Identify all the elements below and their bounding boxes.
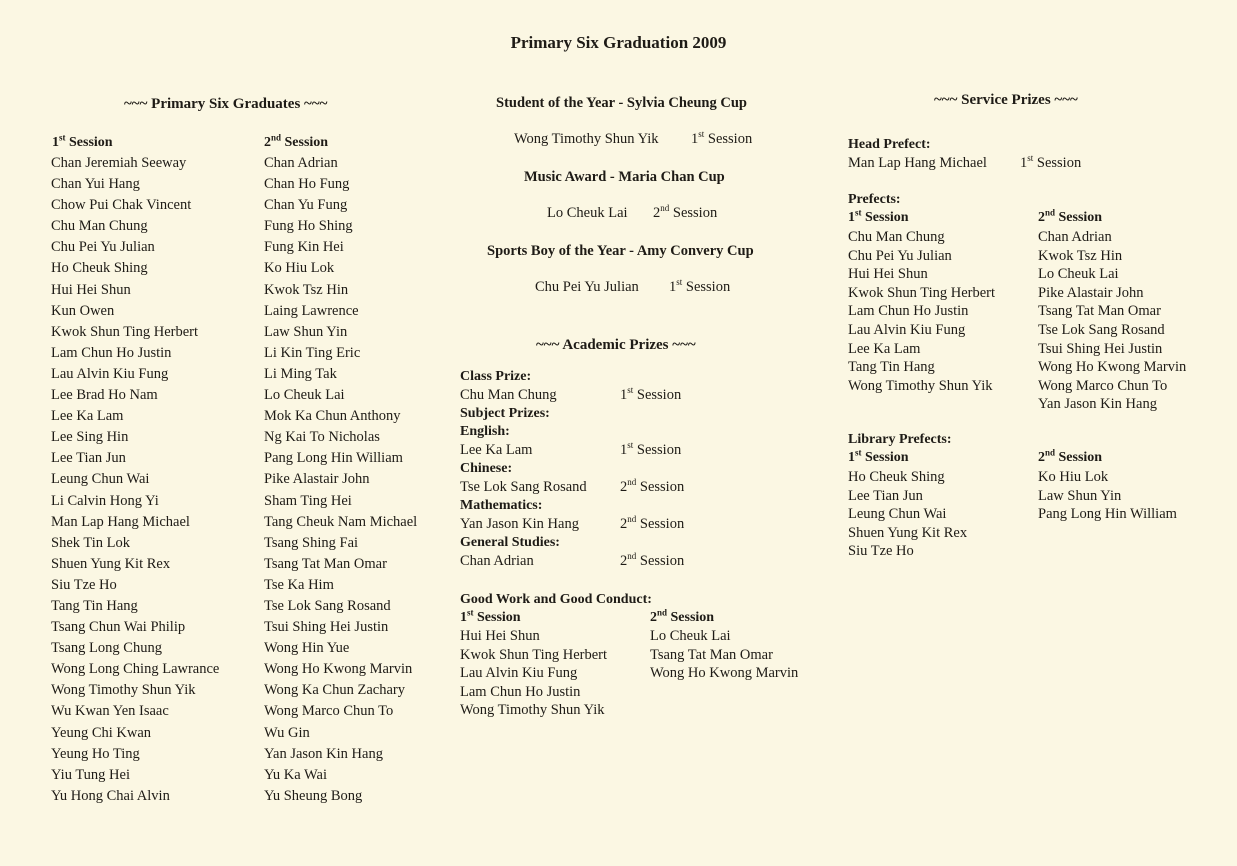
list-item: Yu Sheung Bong (264, 787, 363, 804)
list-item: Wong Timothy Shun Yik (460, 702, 605, 719)
list-item: Sham Ting Hei (264, 492, 352, 509)
list-item: Yeung Ho Ting (51, 745, 140, 762)
list-item: Yiu Tung Hei (51, 766, 130, 783)
list-item: Yu Ka Wai (264, 766, 327, 783)
list-item: Li Kin Ting Eric (264, 344, 361, 361)
class-prize-label: Class Prize: (460, 369, 532, 384)
list-item: Lau Alvin Kiu Fung (51, 365, 169, 382)
list-item: Wong Ka Chun Zachary (264, 682, 405, 699)
list-item: Kwok Shun Ting Herbert (848, 284, 996, 301)
general-studies-session: 2nd Session (620, 551, 685, 569)
prefects-session1-label: 1st Session (848, 207, 909, 225)
list-item: Laing Lawrence (264, 302, 359, 319)
list-item: Lam Chun Ho Justin (848, 303, 969, 320)
list-item: Pike Alastair John (264, 471, 370, 488)
list-item: Li Ming Tak (264, 365, 337, 382)
list-item: Wu Kwan Yen Isaac (51, 703, 169, 720)
list-item: Tsang Chun Wai Philip (51, 619, 186, 636)
list-item: Lee Tian Jun (51, 450, 126, 467)
list-item: Tsang Tat Man Omar (264, 555, 387, 572)
general-studies-label: General Studies: (460, 535, 560, 550)
library-session1-list (848, 468, 967, 561)
list-item: Shek Tin Lok (51, 534, 130, 551)
list-item: Wong Long Ching Lawrance (51, 661, 220, 678)
list-item: Chan Ho Fung (264, 176, 350, 193)
list-item: Ko Hiu Lok (1038, 469, 1109, 485)
list-item: Ng Kai To Nicholas (264, 429, 380, 446)
list-item: Lau Alvin Kiu Fung (460, 665, 578, 682)
list-item: Wong Marco Chun To (264, 703, 394, 720)
list-item: Yu Hong Chai Alvin (51, 787, 170, 804)
list-item: Leung Chun Wai (848, 506, 947, 523)
sports-award-session: 1st Session (669, 277, 731, 295)
list-item: Kwok Tsz Hin (1038, 247, 1123, 264)
mathematics-session: 2nd Session (620, 514, 685, 532)
music-award-heading: Music Award - Maria Chan Cup (524, 169, 725, 185)
list-item: Wong Ho Kwong Marvin (1038, 359, 1187, 376)
list-item: Tse Lok Sang Rosand (1038, 321, 1165, 338)
list-item: Chan Jeremiah Seeway (51, 155, 187, 171)
list-item: Ho Cheuk Shing (848, 469, 945, 485)
list-item: Lee Sing Hin (51, 429, 129, 446)
list-item: Yeung Chi Kwan (51, 724, 152, 741)
prefects-session2-label: 2nd Session (1038, 207, 1103, 225)
library-session1-label: 1st Session (848, 447, 909, 465)
graduates-session2-label: 2nd Session (264, 132, 329, 150)
student-of-year-session: 1st Session (691, 129, 753, 147)
list-item: Tang Tin Hang (51, 597, 138, 614)
list-item: Tsang Tat Man Omar (1038, 303, 1161, 320)
student-of-year-name: Wong Timothy Shun Yik (514, 131, 659, 147)
list-item: Tsang Long Chung (51, 640, 162, 657)
list-item: Chan Yu Fung (264, 197, 348, 214)
sports-award-heading: Sports Boy of the Year - Amy Convery Cup (487, 243, 754, 259)
list-item: Pang Long Hin William (264, 450, 403, 467)
list-item: Wong Ho Kwong Marvin (650, 665, 799, 682)
prefects-session2-list (1038, 228, 1186, 414)
list-item: Lo Cheuk Lai (264, 387, 345, 404)
list-item: Ko Hiu Lok (264, 260, 335, 277)
list-item: Tsui Shing Hei Justin (1038, 340, 1163, 357)
head-prefect-session: 1st Session (1020, 153, 1082, 171)
graduates-session1-label: 1st Session (52, 132, 113, 150)
list-item: Tse Ka Him (264, 576, 334, 593)
list-item: Leung Chun Wai (51, 471, 150, 488)
list-item: Shuen Yung Kit Rex (848, 524, 968, 541)
library-session2-list (1038, 468, 1177, 524)
list-item: Ho Cheuk Shing (51, 260, 148, 277)
english-label: English: (460, 424, 510, 439)
list-item: Chan Yui Hang (51, 176, 140, 193)
good-work-label: Good Work and Good Conduct: (460, 592, 652, 607)
list-item: Wong Timothy Shun Yik (51, 682, 196, 699)
list-item: Lo Cheuk Lai (650, 628, 731, 644)
good-work-session2-label: 2nd Session (650, 607, 715, 625)
list-item: Wong Hin Yue (264, 640, 350, 657)
list-item: Man Lap Hang Michael (51, 513, 190, 530)
list-item: Hui Hei Shun (460, 628, 540, 644)
music-award-name: Lo Cheuk Lai (547, 205, 628, 221)
list-item: Pang Long Hin William (1038, 506, 1177, 523)
list-item: Kwok Shun Ting Herbert (51, 323, 199, 340)
sports-award-name: Chu Pei Yu Julian (535, 279, 639, 295)
list-item: Tsang Tat Man Omar (650, 646, 773, 663)
list-item: Law Shun Yin (264, 323, 348, 340)
list-item: Lee Ka Lam (51, 408, 124, 425)
list-item: Lee Ka Lam (848, 340, 921, 357)
list-item: Wong Marco Chun To (1038, 377, 1168, 394)
list-item: Siu Tze Ho (51, 576, 117, 593)
chinese-name: Tse Lok Sang Rosand (460, 479, 587, 495)
list-item: Chu Man Chung (51, 218, 148, 235)
chinese-label: Chinese: (460, 461, 513, 476)
list-item: Chow Pui Chak Vincent (51, 197, 192, 214)
english-name: Lee Ka Lam (460, 442, 533, 458)
list-item: Lo Cheuk Lai (1038, 266, 1119, 283)
list-item: Hui Hei Shun (51, 281, 131, 298)
page-title: Primary Six Graduation 2009 (510, 33, 727, 52)
english-session: 1st Session (620, 440, 682, 458)
class-prize-session: 1st Session (620, 385, 682, 403)
list-item: Kwok Shun Ting Herbert (460, 646, 608, 663)
list-item: Tsui Shing Hei Justin (264, 619, 389, 636)
list-item: Li Calvin Hong Yi (51, 492, 159, 509)
good-work-session1-list (460, 627, 607, 720)
list-item: Chu Man Chung (848, 229, 945, 245)
graduates-heading: ~~~ Primary Six Graduates ~~~ (124, 96, 328, 112)
academic-heading: ~~~ Academic Prizes ~~~ (536, 337, 696, 353)
mathematics-label: Mathematics: (460, 498, 543, 513)
list-item: Lam Chun Ho Justin (51, 344, 172, 361)
list-item: Tang Cheuk Nam Michael (264, 513, 418, 530)
good-work-session1-label: 1st Session (460, 607, 521, 625)
list-item: Law Shun Yin (1038, 487, 1122, 504)
list-item: Yan Jason Kin Hang (264, 745, 383, 762)
list-item: Kun Owen (51, 302, 115, 319)
list-item: Siu Tze Ho (848, 543, 914, 560)
list-item: Wong Ho Kwong Marvin (264, 661, 413, 678)
list-item: Chu Pei Yu Julian (51, 239, 155, 256)
graduates-session2-list (264, 153, 417, 807)
list-item: Wu Gin (264, 724, 310, 741)
list-item: Yan Jason Kin Hang (1038, 396, 1157, 413)
list-item: Lee Brad Ho Nam (51, 387, 158, 404)
service-heading: ~~~ Service Prizes ~~~ (934, 92, 1078, 108)
prefects-session1-list (848, 228, 995, 395)
list-item: Chan Adrian (264, 155, 338, 171)
list-item: Tang Tin Hang (848, 359, 935, 376)
list-item: Pike Alastair John (1038, 284, 1144, 301)
subject-prizes-label: Subject Prizes: (460, 406, 550, 421)
class-prize-name: Chu Man Chung (460, 387, 557, 403)
music-award-session: 2nd Session (653, 203, 718, 221)
list-item: Chan Adrian (1038, 229, 1112, 245)
list-item: Chu Pei Yu Julian (848, 247, 952, 264)
graduates-session1-list (51, 153, 219, 807)
good-work-session2-list (650, 627, 798, 683)
list-item: Lee Tian Jun (848, 487, 923, 504)
list-item: Tse Lok Sang Rosand (264, 597, 391, 614)
chinese-session: 2nd Session (620, 477, 685, 495)
list-item: Fung Ho Shing (264, 218, 353, 235)
list-item: Kwok Tsz Hin (264, 281, 349, 298)
list-item: Mok Ka Chun Anthony (264, 408, 401, 425)
head-prefect-name: Man Lap Hang Michael (848, 155, 987, 171)
general-studies-name: Chan Adrian (460, 553, 534, 569)
list-item: Lam Chun Ho Justin (460, 683, 581, 700)
mathematics-name: Yan Jason Kin Hang (460, 516, 579, 532)
head-prefect-label: Head Prefect: (848, 137, 931, 152)
list-item: Tsang Shing Fai (264, 534, 359, 551)
student-of-year-heading: Student of the Year - Sylvia Cheung Cup (496, 95, 747, 111)
list-item: Hui Hei Shun (848, 266, 928, 283)
library-session2-label: 2nd Session (1038, 447, 1103, 465)
list-item: Lau Alvin Kiu Fung (848, 321, 966, 338)
prefects-label: Prefects: (848, 192, 901, 207)
list-item: Wong Timothy Shun Yik (848, 377, 993, 394)
library-prefects-label: Library Prefects: (848, 432, 952, 447)
list-item: Shuen Yung Kit Rex (51, 555, 171, 572)
list-item: Fung Kin Hei (264, 239, 344, 256)
